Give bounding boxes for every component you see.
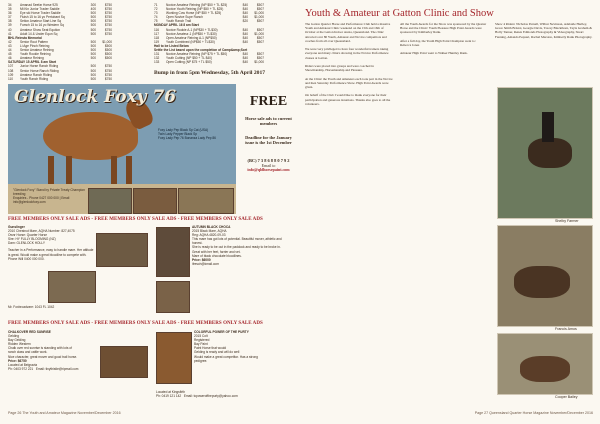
results-mid: [154, 3, 296, 76]
results-row: 71 Novice Amateur Reining (NP $50 + TL $25) $40 $507: [154, 3, 264, 7]
results-heading: MONDAY APRIL 16 8 am Start: [154, 23, 199, 28]
right-page: [305, 3, 593, 408]
article-column-3: Show 4 Riders: Nicholas Parnell, Wilbur Nevinson, Adelaide Hartley, Grace Smith Bristol, Georgie Davis, Tracey Blackthorn, Tayla Graham & Holly Tanner, Renée Edmonds Photography & Videography, Stuart Fanning, Amanda Pequart, Rachel Marston, Kimberly Rank Photography.: [495, 22, 593, 39]
results-row: 46 Amateur Reining 500 $500: [8, 56, 112, 61]
results-row: 118 Open Amateur Reining A-1 (NP$50) $40 $507: [154, 35, 264, 40]
results-row: 39 Fumch 15 to 16 yo Western Sq 500 $750: [8, 23, 112, 28]
free-ads-banner: FREE MEMBERS ONLY SALE ADS - FREE MEMBERS ONLY SALE ADS - FREE MEMBERS ONLY SALE ADS: [8, 321, 263, 326]
horse-photo: [156, 281, 190, 313]
left-page: [8, 3, 296, 408]
results-row: 40 Amateur Show Seat Eqution 500 $750: [8, 27, 112, 32]
sale-listing: Gunslinger 2010 Chestnut Mare, AQHA Number: 827,4075 Ownr Horse: Quarter Horse Sire: HY FULLY BLOOMING (NZ) Dam: GLENLOCK HOLLY Teacher in a Performance, easy to handle mare. Her attitude is great. Would make a great bloodline to compete with. Phone Will 0400 000 000. Mr. Foxbroadvare: 1043 FL 1042: [8, 225, 152, 317]
results-row: 107 Junior Horse Ranch Riding 500 $750: [8, 64, 112, 69]
sale-listing: COLORFUL POWER OF THE PURTY 2015 Colt Registered Bay Paint Paint Horse that would Gelding is ready and will do well Would make a great competitor. Has a strong pedigree. Located at Kingsfirth Ph: 0419 121 142 Email: tcpowerofthepurty@yahoo.com: [156, 330, 258, 399]
photo-caption: Shelby Farmer: [555, 219, 579, 223]
photo-caption: Francis Amos: [555, 327, 577, 331]
ad-photo: [178, 188, 234, 214]
results-row: 75 Youth Ranch Trail $20 $507: [154, 19, 264, 24]
results-left: [8, 3, 153, 81]
results-row: 43 Li Age Pinch Reining 500 $500: [8, 43, 112, 48]
ad-photo: [88, 188, 132, 214]
horse-photo: [48, 271, 96, 303]
results-row: 34 Amanad Seefar Horse 925 300 $750: [8, 3, 112, 7]
results-row: 35 Mt Kin Junior Trader Saddle 400 $750: [8, 7, 112, 12]
horse-image: [43, 112, 138, 160]
results-row: 38 Setion Amateur Start Line Sq 500 $750: [8, 19, 112, 24]
article-column-1: The Gatton Quarter Horse and Performance Club held a massive Youth and Amateur Clinic weekend on the 15th and 16th of October at the Gatton Indoor Arena, Queensland. The clinic attracted over 80 Youth, Amateur and Novice competitors and coaches from all over Queensland. We were very privileged to have four wonderful trainers taking everyone and many clinics showing in the Novice Performance classes at Gatton. Riders were placed into groups and were coached in Showmanship, Horsemanship and Pleasure. At the Clinic the Youth and Amateurs each took part in the Novice and then Saturday Performance Show. High Point Awards were given. On behalf of the Club I would like to thank everyone for their participation and generous donations. Thanks also goes to all the volunteers.: [305, 22, 393, 106]
free-ads-notice: FREE Horse sale ads to current members Deadline for the January issue is the 1st December (BC) 7 3 8 6 8 8 0 7 9 2 Email to info@qldhorsepaint.com: [241, 84, 296, 214]
results-row: 41 Adult 14 & Under Equn Sq 500 $750: [8, 31, 112, 36]
sale-listing: AUTUMN BLACK CHOCA 2015 Black Mare, AQHA Reg: AQHA 4820-09-03 This mare has got lots of potential. Beautiful mover, athletic and honest. She is ready to be out in the paddock and ready to be broke in. Great with her feet, farrier and vet. Mare of black chocolate bloodlines. Price: $6000 ifresch@kmail.com: [156, 225, 296, 317]
horse-photo: [96, 233, 148, 267]
results-row: 117 Novice Amateur-1 (NP$50 + TL$30) $40 $1,000: [154, 31, 264, 36]
ad-bottom-text: "Glenlock Foxy" Stand by Private Treaty Champion breeding Enquiries - Phone 0427 000 000 | Email info@glenlockfoxy.com: [13, 188, 85, 205]
article-photo: [497, 225, 593, 327]
free-heading: FREE: [249, 94, 288, 109]
results-row: 45 Youth Rookie Reining 500 $500: [8, 52, 112, 57]
results-heading: Settle the List based upon the completion of Camp&amp;Sort: [154, 48, 248, 53]
ad-photo: [133, 188, 177, 214]
results-row: 110 Youth Ranch Riding 500 $750: [8, 76, 112, 81]
results-row: 119 Youth Combined (NP$50 + TL$30) $40 $507: [154, 39, 264, 44]
results-row: 108 Senior Horse Ranch Riding 500 $750: [8, 68, 112, 73]
results-heading: BHL Reinsta Memorial: [8, 35, 42, 40]
results-row: 44 Senior Amateur Reining 500 $500: [8, 48, 112, 53]
article-photo: [497, 333, 593, 395]
article-title: Youth & Amateur at Gatton Clinic and Show: [305, 8, 494, 19]
page-footer: Page 26 The Youth and Amateur Magazine November/December 2016 Page 27 Queensland Quarter Horse Magazine November/December 2016: [8, 411, 593, 415]
results-row: 42 Senior Rout Pattern 500 $1,000: [8, 39, 112, 44]
article-column-2: All the Youth Awards for the Show was sponsored by the Quarter Horse and the Clinic: Youth Pleasure High Point Awards were sponsored by Kimberley Rank. After a full day, the Youth High Point Champion went to: Rebecca Jones Amateur High Point went to Walker Huntley Rank.: [400, 22, 487, 56]
stallion-ad: [8, 84, 236, 214]
horse-photo: [156, 332, 192, 384]
photo-caption: Cooper Bailey: [555, 395, 578, 399]
results-heading: SATURDAY 15 APRIL 8 am Start: [8, 60, 57, 65]
results-row: 74 Open Novice Supe Ranch $40 $1,000: [154, 15, 264, 20]
ad-pedigree: Foxy Lady Pep Black Sp Cat (USA) Twin Lady Pepper Black Sp Foxy Lady Pep 76 Bonanza Lady Pep 86: [158, 128, 216, 141]
results-row: 131 Novice Amateur Reining (NP $75 + TL $50) $40 $507: [154, 52, 264, 57]
results-row: 133 Open Cutting (NP $75 + TL $50) $40 $1,000: [154, 60, 264, 65]
results-row: 37 Fluish 15 to 16 yo Pertubant Sq 500 $750: [8, 15, 112, 20]
results-row: 132 Youth Cutting (NP $50 + TL $40) $40 $507: [154, 56, 264, 61]
sale-listing: CHALKOVER RED SUNRISE Gelding Bay Gelding Ridden Western Chalk over red sunrise is standing with lots of ranch class and cattle work. Nice character, great mover and good trail horse. Price: $6750 Located at Belgravia Ph: 0403 972 221 Email: tinythistle@ripmail.com: [8, 330, 152, 408]
free-ads-banner: FREE MEMBERS ONLY SALE ADS - FREE MEMBERS ONLY SALE ADS - FREE MEMBERS ONLY SALE ADS: [8, 217, 263, 222]
results-row: 116 Novice Rookie A-1 (NP$30 + TL$30) $40 $507: [154, 27, 264, 32]
horse-photo: [100, 346, 148, 378]
results-row: 72 Novice Youth Reining (NP $50 + TL $25) $40 $507: [154, 7, 264, 12]
results-row: 73 Working Cow Horse (NP $50 + TL $25) $40 $1,000: [154, 11, 264, 16]
article-photo: [497, 87, 593, 219]
horse-photo: [156, 227, 190, 277]
results-heading: Hall to be Listed Below: [154, 43, 189, 48]
results-row: 109 Amateur Ranch Riding 500 $750: [8, 72, 112, 77]
ad-title: Glenlock Foxy 76: [14, 87, 177, 107]
bump-in-notice: Bump in from 5pm Wednesday, 5th April 2017: [154, 70, 266, 77]
results-row: 36 Eye ski Horse Trader Saddle 500 $750: [8, 11, 112, 16]
